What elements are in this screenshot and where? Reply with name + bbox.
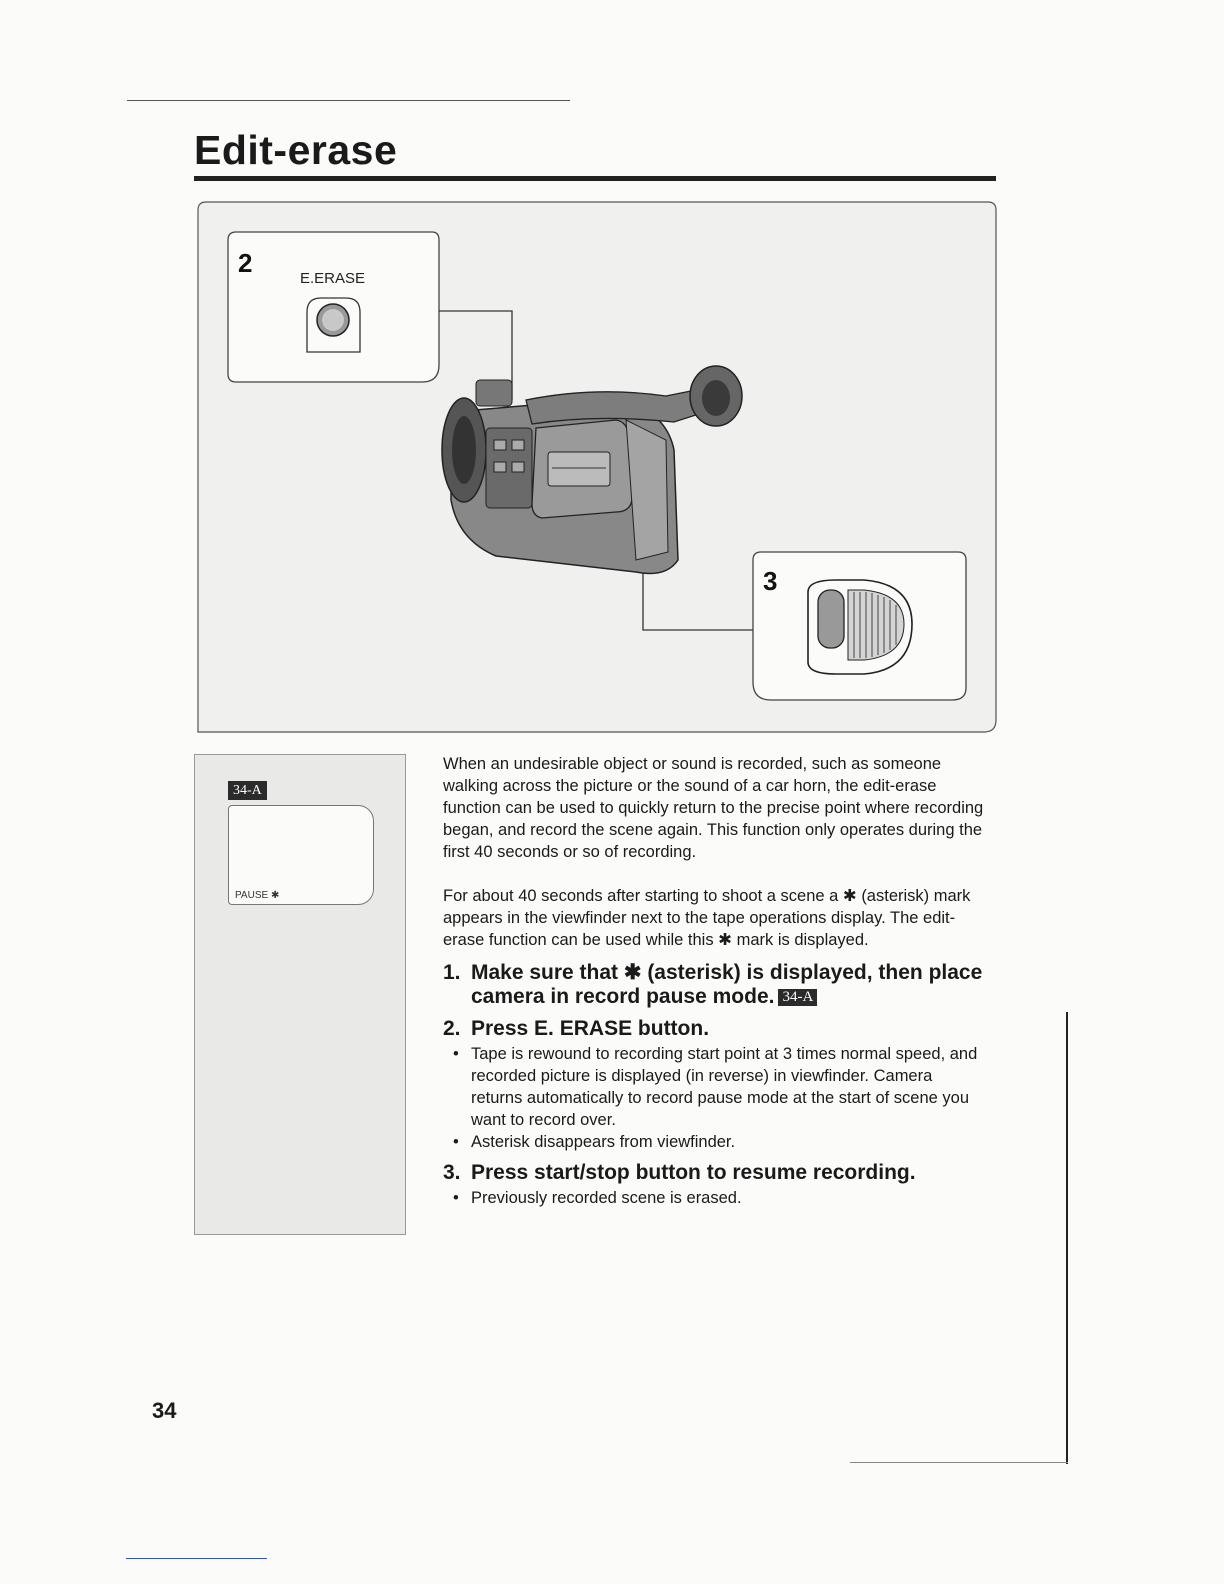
intro-paragraph: When an undesirable object or sound is recorded, such as someone walking across the picture or the sound of a car horn, the edit-erase function can be used to quickly return to the precise point where recording began, and record the scene again. This function only operates during the first 40 seconds or so of recording. xyxy=(443,755,984,861)
step-heading: Make sure that ✱ (asterisk) is displayed, then place camera in record pause mode. xyxy=(471,961,983,1008)
callout-3-box xyxy=(753,552,966,700)
page-title: Edit-erase xyxy=(194,127,398,173)
footer-rule xyxy=(126,1558,267,1559)
step-heading: Press E. ERASE button. xyxy=(471,1017,710,1040)
step-number: 1. xyxy=(443,961,461,984)
callout-3-number: 3 xyxy=(763,566,778,596)
step-heading: Press start/stop button to resume recording. xyxy=(471,1161,916,1184)
start-stop-button-icon xyxy=(808,580,912,674)
callout-2-box xyxy=(228,232,439,382)
figure-badge: 34-A xyxy=(228,781,267,800)
callout-2-number: 2 xyxy=(238,248,253,278)
step-2-bullets xyxy=(443,1043,988,1153)
asterisk-paragraph: For about 40 seconds after starting to shoot a scene a ✱ (asterisk) mark appears in the viewfinder next to the tape operations display. The edit-erase function can be used while this ✱ mark is displayed. xyxy=(443,887,971,949)
step-1 xyxy=(443,961,988,1009)
viewfinder-display xyxy=(228,805,374,905)
margin-bar xyxy=(1066,1012,1068,1464)
step-3 xyxy=(443,1161,988,1185)
step-number: 3. xyxy=(443,1161,461,1184)
title-rule xyxy=(194,176,996,181)
top-rule xyxy=(127,100,570,101)
step-number: 2. xyxy=(443,1017,461,1040)
viewfinder-text: PAUSE ✱ xyxy=(235,890,280,901)
viewfinder-panel xyxy=(194,754,406,1235)
step-badge: 34-A xyxy=(778,989,817,1006)
step-3-bullets xyxy=(443,1187,988,1209)
text-column xyxy=(443,753,988,1209)
bottom-rule xyxy=(850,1462,1068,1463)
e-erase-label: E.ERASE xyxy=(300,270,366,287)
list-item: • Previously recorded scene is erased. xyxy=(443,1187,988,1209)
list-item: • Asterisk disappears from viewfinder. xyxy=(443,1131,988,1153)
page-number: 34 xyxy=(152,1398,177,1423)
step-2 xyxy=(443,1017,988,1041)
list-item: • Tape is rewound to recording start point at 3 times normal speed, and recorded picture is displayed (in reverse) in viewfinder. Camera returns automatically to record pause mode at the start of scene you want to record over. xyxy=(443,1043,988,1131)
camcorder-illustration xyxy=(196,200,998,734)
